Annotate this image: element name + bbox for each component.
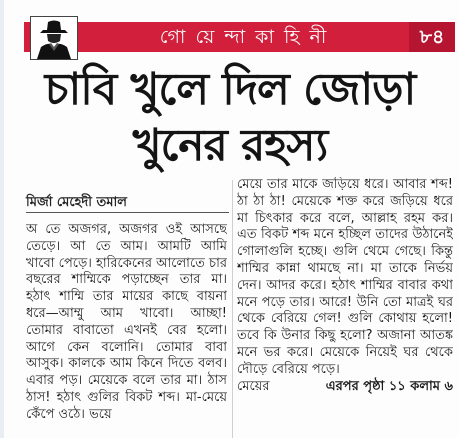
continuation-last-word: মেয়ের [237, 378, 270, 394]
headline-line-1: চাবি খুলে দিল জোড়া [44, 64, 416, 115]
author-byline: মির্জা মেহেদী তমাল [26, 195, 127, 210]
detective-silhouette-icon [30, 16, 78, 60]
article-column-left [26, 222, 227, 436]
column-divider [232, 180, 233, 438]
article-column-right [237, 177, 453, 438]
column-right-text: মেয়ে তার মাকে জড়িয়ে ধরে। আবার শব্দ! ঠা ঠা ঠা! মেয়েকে শক্ত করে জড়িয়ে ধরে মা চিৎকার করে বলে, আল্লাহ রহম কর। এত বিকট শব্দ মনে হচ্ছিল তাদের উঠানেই গোলাগুলি হচ্ছে। গুলি থেমে গেছে। কিন্তু শাম্মির কান্না থামছে না। মা তাকে নির্ভয় দেন। আদর করে। হঠাৎ শাম্মির বাবার কথা মনে পড়ে তার। আরে! উনি তো মাত্রই ঘর থেকে বেরিয়ে গেল! গুলি কোথায় হলো! তবে কি উনার কিছু হলো? অজানা আতঙ্ক মনে ভর করে। মেয়েকে নিয়েই ঘর থেকে দৌড়ে বেরিয়ে পড়ে। [237, 177, 453, 377]
headline-line-2: খুনের রহস্য [132, 120, 328, 171]
headline [20, 62, 440, 174]
continuation-label: এরপর পৃষ্ঠা ১১ কলাম ৬ [325, 378, 453, 394]
page-number: ৮৪ [409, 22, 455, 52]
section-header [24, 16, 455, 61]
section-title: গো য়ে ন্দা কা হি নী [159, 26, 329, 48]
byline-rule [26, 212, 229, 213]
continuation-row [237, 379, 453, 396]
column-left-text: অ তে অজগর, অজগর ওই আসছে তেড়ে। আ তে আম। আমটি আমি খাবো পেড়ে। হারিকেনের আলোতে চার বছরের শাম্মিকে পড়াচ্ছেন তার মা। হঠাৎ শাম্মি তার মায়ের কাছে বায়না ধরে—আম্মু আম খাবো। আচ্ছা! তোমার বাবাতো এখনই বের হলো। আগে কেন বলোনি। তোমার বাবা আসুক। কালকে আম কিনে দিতে বলব। এবার পড়। মেয়েকে বলে তার মা। ঠাস ঠাস! হঠাৎ গুলির বিকট শব্দ। মা-মেয়ে কেঁপে ওঠে। ভয়ে [26, 222, 227, 422]
page-edge [0, 0, 4, 438]
